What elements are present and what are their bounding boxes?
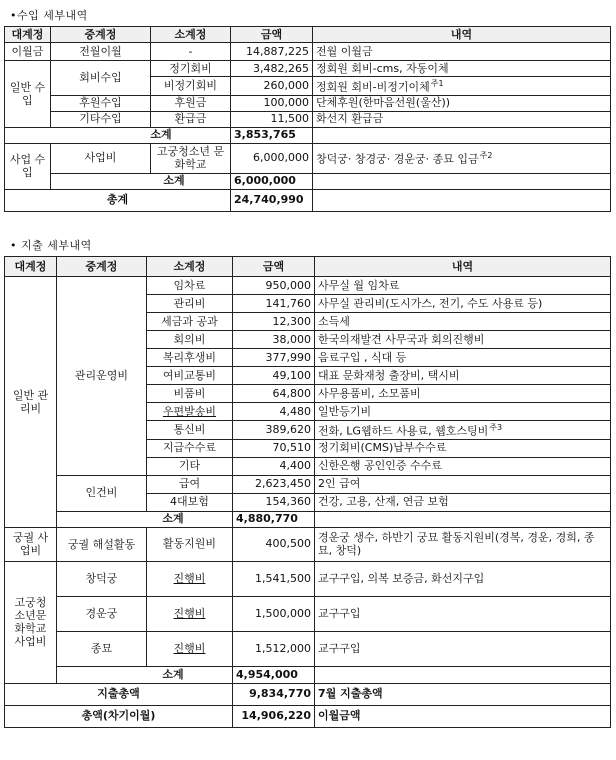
amount-cell: 950,000: [233, 277, 315, 295]
total-detail: 7월 지출총액: [315, 683, 611, 705]
mid-cell: 기타수입: [51, 111, 151, 127]
table-row: [5, 561, 611, 596]
amount-cell: 4,400: [233, 457, 315, 475]
income-section-title: •수입 세부내역: [10, 9, 88, 22]
mid-cell: 경운궁: [57, 596, 147, 631]
detail-cell: 단체후원(한마음선원(울산)): [313, 95, 611, 111]
header-amount: 금액: [233, 257, 315, 277]
table-row: [5, 631, 611, 666]
minor-cell: 통신비: [147, 421, 233, 440]
amount-cell: 49,100: [233, 367, 315, 385]
mid-cell: 창덕궁: [57, 561, 147, 596]
detail-cell: 건강, 고용, 산재, 연금 보험: [315, 493, 611, 511]
major-cell: 일반 수입: [5, 61, 51, 128]
minor-cell: 임차료: [147, 277, 233, 295]
income-header-row: [5, 27, 611, 43]
amount-cell: 64,800: [233, 385, 315, 403]
expense-table: [4, 256, 611, 728]
balance-detail: 이월금액: [315, 705, 611, 727]
subtotal-amount: 4,954,000: [233, 666, 315, 683]
minor-cell: 정기회비: [151, 61, 231, 77]
subtotal-row: [5, 127, 611, 143]
detail-cell: 전월 이월금: [313, 43, 611, 61]
subtotal-label: 소계: [57, 666, 233, 683]
minor-cell: 기타: [147, 457, 233, 475]
empty-cell: [315, 666, 611, 683]
table-row: [5, 277, 611, 295]
detail-cell: 정기회비(CMS)납부수수료: [315, 439, 611, 457]
header-detail: 내역: [315, 257, 611, 277]
minor-cell: 4대보험: [147, 493, 233, 511]
detail-cell: 2인 급여: [315, 475, 611, 493]
mid-cell: 회비수입: [51, 61, 151, 96]
detail-cell: 음료구입 , 식대 등: [315, 349, 611, 367]
mid-cell: 관리운영비: [57, 277, 147, 476]
mid-cell: 사업비: [51, 143, 151, 173]
subtotal-label: 소계: [51, 173, 231, 189]
amount-cell: 141,760: [233, 295, 315, 313]
mid-cell: 전월이월: [51, 43, 151, 61]
minor-cell: 진행비: [147, 596, 233, 631]
expense-header-row: [5, 257, 611, 277]
mid-cell: 종묘: [57, 631, 147, 666]
minor-cell: 진행비: [147, 631, 233, 666]
header-major: 대계정: [5, 27, 51, 43]
amount-cell: 6,000,000: [231, 143, 313, 173]
minor-cell: 비품비: [147, 385, 233, 403]
amount-cell: 14,887,225: [231, 43, 313, 61]
subtotal-label: 소계: [57, 511, 233, 527]
mid-cell: 후원수입: [51, 95, 151, 111]
footnote-mark: 주3: [489, 423, 503, 432]
header-detail: 내역: [313, 27, 611, 43]
header-minor: 소계정: [151, 27, 231, 43]
detail-cell: [315, 421, 611, 440]
subtotal-amount: 6,000,000: [231, 173, 313, 189]
detail-cell: 정회원 회비-cms, 자동이체: [313, 61, 611, 77]
amount-cell: 70,510: [233, 439, 315, 457]
total-row: [5, 683, 611, 705]
amount-cell: 11,500: [231, 111, 313, 127]
table-row: [5, 43, 611, 61]
amount-cell: 1,500,000: [233, 596, 315, 631]
detail-cell: 화선지 환급금: [313, 111, 611, 127]
subtotal-row: [5, 666, 611, 683]
detail-cell: 교구구입: [315, 631, 611, 666]
amount-cell: 1,541,500: [233, 561, 315, 596]
empty-cell: [313, 173, 611, 189]
expense-section-title: • 지출 세부내역: [10, 239, 92, 252]
minor-cell: 여비교통비: [147, 367, 233, 385]
amount-cell: 154,360: [233, 493, 315, 511]
minor-cell: 회의비: [147, 331, 233, 349]
detail-cell: 교구구입, 의복 보증금, 화선지구입: [315, 561, 611, 596]
amount-cell: 12,300: [233, 313, 315, 331]
detail-cell: 사무실 월 임차료: [315, 277, 611, 295]
minor-cell: 지급수수료: [147, 439, 233, 457]
amount-cell: 38,000: [233, 331, 315, 349]
empty-cell: [315, 511, 611, 527]
total-amount: 9,834,770: [233, 683, 315, 705]
detail-text: 전화, LG웹하드 사용료, 웹호스팅비: [318, 424, 489, 438]
detail-cell: [313, 77, 611, 96]
detail-text: 정회원 회비-비정기이체: [316, 80, 430, 94]
detail-cell: 사무실 관리비(도시가스, 전기, 수도 사용료 등): [315, 295, 611, 313]
detail-cell: 사무용품비, 소모품비: [315, 385, 611, 403]
detail-cell: 신한은행 공인인증 수수료: [315, 457, 611, 475]
table-row: [5, 95, 611, 111]
header-mid: 중계정: [57, 257, 147, 277]
detail-cell: 경운궁 생수, 하반기 궁묘 활동지원비(경복, 경운, 경희, 종묘, 창덕): [315, 527, 611, 561]
detail-cell: 교구구입: [315, 596, 611, 631]
table-row: [5, 527, 611, 561]
table-row: [5, 143, 611, 173]
income-table: [4, 26, 611, 212]
minor-cell: 우편발송비: [147, 403, 233, 421]
mid-cell: 궁궐 해설활동: [57, 527, 147, 561]
minor-cell: 환급금: [151, 111, 231, 127]
footnote-mark: 주2: [479, 151, 493, 161]
minor-cell: 비정기회비: [151, 77, 231, 96]
mid-cell: 인건비: [57, 475, 147, 511]
subtotal-row: [5, 173, 611, 189]
detail-cell: 일반등기비: [315, 403, 611, 421]
minor-cell: 급여: [147, 475, 233, 493]
header-minor: 소계정: [147, 257, 233, 277]
table-row: [5, 475, 611, 493]
minor-cell: 고궁청소년 문화학교: [151, 143, 231, 173]
major-cell: 궁궐 사업비: [5, 527, 57, 561]
amount-cell: 1,512,000: [233, 631, 315, 666]
amount-cell: 260,000: [231, 77, 313, 96]
minor-cell: -: [151, 43, 231, 61]
total-row: [5, 189, 611, 211]
header-major: 대계정: [5, 257, 57, 277]
amount-cell: 389,620: [233, 421, 315, 440]
minor-cell: 관리비: [147, 295, 233, 313]
footnote-mark: 주1: [430, 79, 444, 88]
amount-cell: 3,482,265: [231, 61, 313, 77]
minor-cell: 활동지원비: [147, 527, 233, 561]
header-mid: 중계정: [51, 27, 151, 43]
major-cell: 사업 수입: [5, 143, 51, 189]
subtotal-amount: 3,853,765: [231, 127, 313, 143]
header-amount: 금액: [231, 27, 313, 43]
balance-amount: 14,906,220: [233, 705, 315, 727]
subtotal-label: 소계: [5, 127, 231, 143]
amount-cell: 377,990: [233, 349, 315, 367]
detail-cell: [313, 143, 611, 173]
detail-cell: 소득세: [315, 313, 611, 331]
subtotal-amount: 4,880,770: [233, 511, 315, 527]
table-row: [5, 596, 611, 631]
amount-cell: 2,623,450: [233, 475, 315, 493]
minor-cell: 세금과 공과: [147, 313, 233, 331]
empty-cell: [313, 189, 611, 211]
minor-cell: 복리후생비: [147, 349, 233, 367]
table-row: [5, 111, 611, 127]
total-label: 지출총액: [5, 683, 233, 705]
detail-cell: 대표 문화재청 출장비, 택시비: [315, 367, 611, 385]
amount-cell: 400,500: [233, 527, 315, 561]
empty-cell: [313, 127, 611, 143]
table-row: [5, 61, 611, 77]
minor-cell: 진행비: [147, 561, 233, 596]
detail-text: 창덕궁· 창경궁· 경운궁· 종묘 입금: [316, 152, 479, 166]
major-cell: 고궁청 소년문 화학교 사업비: [5, 561, 57, 683]
amount-cell: 100,000: [231, 95, 313, 111]
major-cell: 일반 관리비: [5, 277, 57, 528]
major-cell: 이월금: [5, 43, 51, 61]
detail-cell: 한국의재발견 사무국과 회의진행비: [315, 331, 611, 349]
subtotal-row: [5, 511, 611, 527]
minor-cell: 후원금: [151, 95, 231, 111]
total-label: 총계: [5, 189, 231, 211]
total-amount: 24,740,990: [231, 189, 313, 211]
amount-cell: 4,480: [233, 403, 315, 421]
balance-row: [5, 705, 611, 727]
balance-label: 총액(차기이월): [5, 705, 233, 727]
